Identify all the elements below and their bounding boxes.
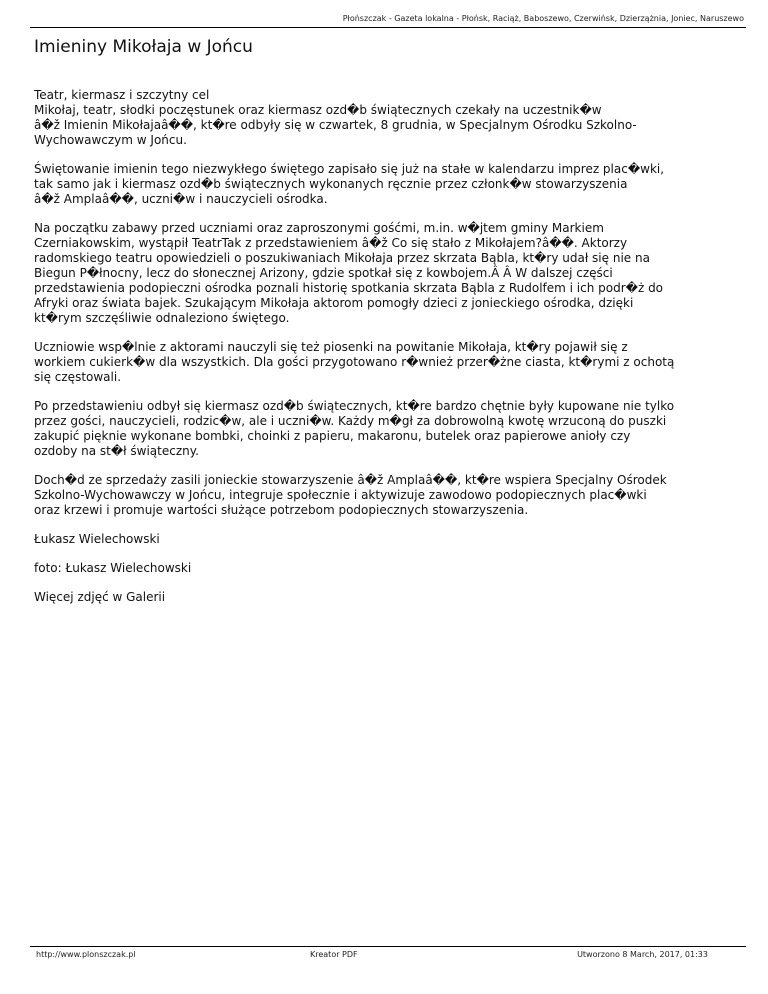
article-paragraph: [34, 88, 736, 148]
paragraph-line: Uczniowie wsp�lnie z aktorami nauczyli się też piosenki na powitanie Mikołaja, kt�ry pojawił się z: [34, 340, 628, 354]
header-divider: [30, 27, 746, 28]
page-header: [32, 13, 744, 24]
paragraph-line: Wychowawczym w Jońcu.: [34, 133, 187, 147]
article-paragraph: [34, 590, 736, 605]
paragraph-line: Doch�d ze sprzedaży zasili jonieckie stowarzyszenie â�ž Amplaâ��, kt�re wspiera Specjalny Ośrodek: [34, 473, 667, 487]
paragraph-line: â�ž Amplaâ��, uczni�w i nauczycieli ośrodka.: [34, 192, 328, 206]
article-paragraph: [34, 221, 736, 326]
paragraph-line: kt�rym szczęśliwie odnaleziono świętego.: [34, 311, 290, 325]
paragraph-line: się częstowali.: [34, 370, 122, 384]
paragraph-line: Czerniakowskim, wystąpił TeatrTak z przedstawieniem â�ž Co się stało z Mikołajem?â��. Aktorzy: [34, 236, 628, 250]
paragraph-line: tak samo jak i kiermasz ozd�b świątecznych wykonanych ręcznie przez członk�w stowarzyszenia: [34, 177, 628, 191]
paragraph-line: ozdoby na st�ł świąteczny.: [34, 444, 199, 458]
article-paragraph: [34, 561, 736, 576]
article-paragraph: [34, 473, 736, 518]
paragraph-line: workiem cukierk�w dla wszystkich. Dla gości przygotowano r�wnież przer�żne ciasta, kt�rymi z ochotą: [34, 355, 675, 369]
footer-divider: [30, 946, 746, 947]
site-header-text: Płońszczak - Gazeta lokalna - Płońsk, Raciąż, Baboszewo, Czerwińsk, Dzierzążnia, Joniec, Naruszewo: [342, 14, 744, 23]
paragraph-line: przedstawienia podopieczni ośrodka poznali historię spotkania skrzata Bąbla z Rudolfem i ich podr�ż do: [34, 281, 664, 295]
paragraph-line: Po przedstawieniu odbył się kiermasz ozd�b świątecznych, kt�re bardzo chętnie były kupowane nie tylko: [34, 399, 675, 413]
paragraph-line: Teatr, kiermasz i szczytny cel: [34, 88, 210, 102]
paragraph-line: Na początku zabawy przed uczniami oraz zaproszonymi gośćmi, m.in. w�jtem gminy Markiem: [34, 221, 604, 235]
article-paragraph: [34, 162, 736, 207]
article-body: [34, 88, 736, 619]
paragraph-line: foto: Łukasz Wielechowski: [34, 561, 192, 575]
paragraph-line: Szkolno-Wychowawczy w Jońcu, integruje społecznie i aktywizuje zawodowo podopiecznych plac�wki: [34, 488, 647, 502]
paragraph-line: Afryki oraz świata bajek. Szukającym Mikołaja aktorom pomogły dzieci z jonieckiego ośrodka, dzięki: [34, 296, 634, 310]
paragraph-line: Łukasz Wielechowski: [34, 532, 160, 546]
paragraph-line: Biegun P�łnocny, lecz do słonecznej Arizony, gdzie spotkał się z kowbojem.Â Â W dalszej części: [34, 266, 613, 280]
paragraph-line: Więcej zdjęć w Galerii: [34, 590, 166, 604]
footer-url: http://www.plonszczak.pl: [36, 950, 136, 959]
paragraph-line: przez gości, nauczycieli, rodzic�w, ale i uczni�w. Każdy m�gł za dobrowolną kwotę wrzuconą do puszki: [34, 414, 667, 428]
article-title: Imieniny Mikołaja w Jońcu: [34, 37, 253, 57]
paragraph-line: radomskiego teatru opowiedzieli o poszukiwaniach Mikołaja przez skrzata Bąbla, kt�ry udał się nie na: [34, 251, 650, 265]
paragraph-line: Świętowanie imienin tego niezwykłego świętego zapisało się już na stałe w kalendarzu imprez plac�wki,: [34, 162, 665, 176]
article-paragraph: [34, 399, 736, 459]
paragraph-line: oraz krzewi i promuje wartości służące potrzebom podopiecznych stowarzyszenia.: [34, 503, 529, 517]
footer-generator: Kreator PDF: [310, 950, 358, 959]
article-paragraph: [34, 532, 736, 547]
paragraph-line: â�ž Imienin Mikołajaâ��, kt�re odbyły się w czwartek, 8 grudnia, w Specjalnym Ośrodku Szkolno-: [34, 118, 637, 132]
paragraph-line: Mikołaj, teatr, słodki poczęstunek oraz kiermasz ozd�b świątecznych czekały na uczestnik�w: [34, 103, 602, 117]
footer-created-date: Utworzono 8 March, 2017, 01:33: [577, 950, 708, 959]
paragraph-line: zakupić pięknie wykonane bombki, choinki z papieru, makaronu, butelek oraz papierowe anioły czy: [34, 429, 631, 443]
article-paragraph: [34, 340, 736, 385]
